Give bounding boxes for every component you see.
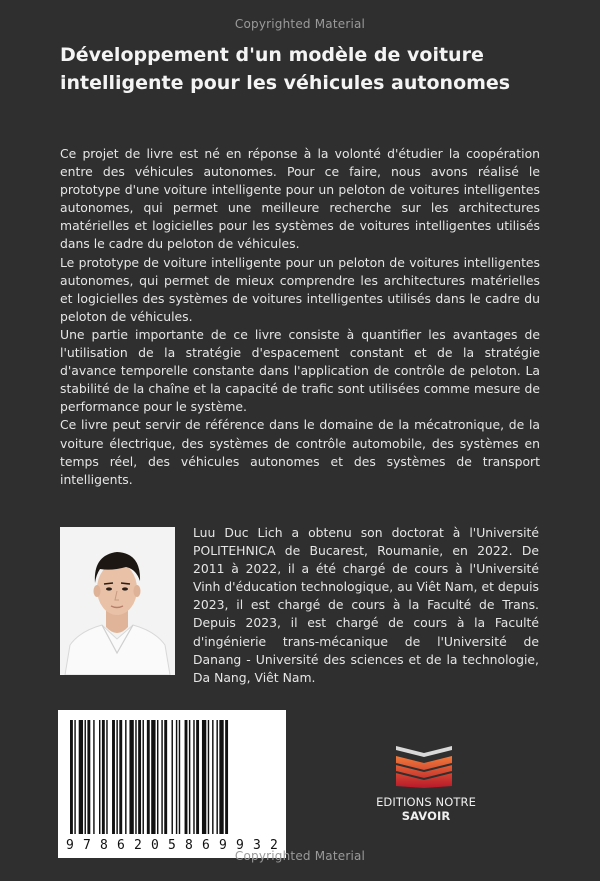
publisher-name — [354, 795, 498, 823]
description-paragraph: Ce projet de livre est né en réponse à la volonté d'étudier la coopération entre des véhicules autonomes. Pour ce faire, nous avons réalisé le prototype d'une voiture intelligente pour un peloton de voitures intelligentes autonomes, qui permet une meilleure recherche sur les architectures matérielles et logicielles pour les systèmes de voitures intelligentes utilisés dans le cadre du peloton de véhicules. — [60, 146, 540, 252]
barcode-digit: 9 — [66, 838, 74, 853]
barcode-digit: 7 — [83, 838, 91, 853]
barcode-digit: 9 — [236, 838, 244, 853]
book-description — [60, 145, 540, 489]
description-paragraph: Le prototype de voiture intelligente pour un peloton de voitures intelligentes autonomes, qui permet de mieux comprendre les architectures matérielles et logicielles des systèmes de voitures intelligentes utilisés dans le cadre du peloton de véhicules. — [60, 254, 540, 324]
barcode-digit: 2 — [134, 838, 142, 853]
barcode-digit: 0 — [151, 838, 159, 853]
barcode-digit: 2 — [270, 838, 278, 853]
publisher-book-logo-icon — [392, 742, 456, 788]
author-bio: Luu Duc Lich a obtenu son doctorat à l'Université POLITEHNICA de Bucarest, Roumanie, en 2022. De 2011 à 2022, il a été chargé de cours à l'Université Vinh d'éducation technologique, au Viêt Nam, et depuis 2023, il est chargé de cours à la Faculté de Trans. Depuis 2023, il est chargé de cours à la Faculté d'ingénierie trans-mécanique de l'Université de Danang - Université des sciences et de la technologie, Da Nang, Viêt Nam. — [193, 525, 539, 685]
barcode-digit: 5 — [168, 838, 176, 853]
barcode-digit: 9 — [219, 838, 227, 853]
barcode-digit: 3 — [253, 838, 261, 853]
barcode-bars — [58, 710, 286, 838]
book-title: Développement d'un modèle de voiture intelligente pour les véhicules autonomes — [60, 44, 511, 94]
description-paragraph: Une partie importante de ce livre consiste à quantifier les avantages de l'utilisation de la stratégie d'espacement constant et de la stratégie d'avance temporelle constante dans l'application de contrôle de peloton. La stabilité de la chaîne et la capacité de trafic sont utilisées comme mesure de performance pour le système. — [60, 326, 540, 415]
barcode-digit: 6 — [202, 838, 210, 853]
author-portrait-illustration — [60, 527, 175, 675]
description-paragraph: Ce livre peut servir de référence dans le domaine de la mécatronique, de la voiture électrique, des systèmes de contrôle automobile, des systèmes en temps réel, des véhicules autonomes et des systèmes de transport intelligents. — [60, 417, 540, 487]
copyright-watermark-top: Copyrighted Material — [234, 17, 366, 31]
publisher-name-regular: EDITIONS NOTRE — [376, 795, 476, 809]
barcode-digit: 8 — [185, 838, 193, 853]
copyright-watermark-bottom: Copyrighted Material — [234, 849, 366, 863]
author-photo — [60, 527, 175, 675]
publisher-name-bold: SAVOIR — [401, 809, 451, 823]
barcode-digit: 8 — [100, 838, 108, 853]
isbn-barcode — [58, 710, 286, 858]
barcode-digit: 6 — [117, 838, 125, 853]
